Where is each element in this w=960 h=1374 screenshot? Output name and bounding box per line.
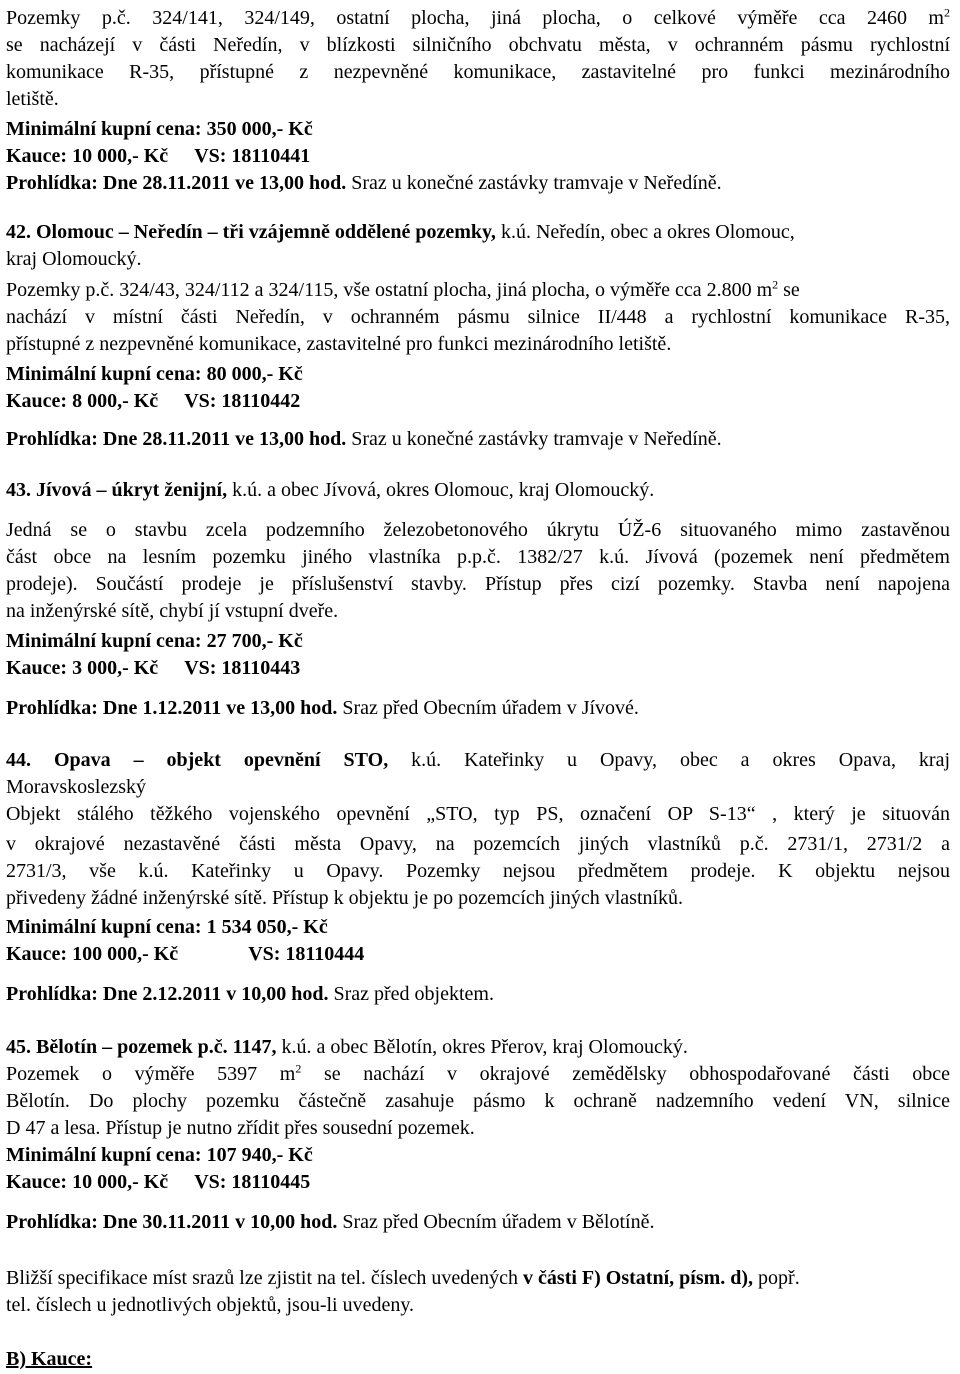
- intro-viewing: Prohlídka: Dne 28.11.2011 ve 13,00 hod.: [6, 172, 347, 194]
- item-43-title: 43. Jívová – úkryt ženijní,: [6, 479, 228, 501]
- item-43-location: k.ú. a obec Jívová, okres Olomouc, kraj Olomoucký.: [232, 479, 655, 501]
- item-42-viewing: Prohlídka: Dne 28.11.2011 ve 13,00 hod.: [6, 428, 347, 450]
- intro-line-4: letiště.: [6, 88, 59, 110]
- footer-section-reference: v části F) Ostatní, písm. d),: [523, 1267, 754, 1289]
- item-43-line-4: na inženýrské sítě, chybí jí vstupní dveře.: [6, 600, 339, 622]
- intro-deposit: Kauce: 10 000,- Kč: [6, 145, 169, 167]
- item-43-line-2: část obce na lesním pozemku jiného vlastníka p.p.č. 1382/27 k.ú. Jívová (pozemek není předmětem: [6, 546, 950, 568]
- item-45-line-3: D 47 a lesa. Přístup je nutno zřídit přes sousední pozemek.: [6, 1117, 475, 1139]
- item-42-line-3: přístupné z nezpevněné komunikace, zastavitelné pro funkci mezinárodního letiště.: [6, 333, 672, 355]
- item-42-line-1: Pozemky p.č. 324/43, 324/112 a 324/115, vše ostatní plocha, jiná plocha, o výměře cca 2.800 $m^2$ se: [6, 277, 800, 301]
- item-42-meeting: Sraz u konečné zastávky tramvaje v Neředíně.: [351, 428, 722, 450]
- item-43-deposit-row: [6, 655, 300, 682]
- item-43-meeting: Sraz před Obecním úřadem v Jívové.: [342, 697, 639, 719]
- item-42-deposit: Kauce: 8 000,- Kč: [6, 390, 159, 412]
- item-45-line-2: Bělotín. Do plochy pozemku částečně zasahuje pásmo k ochraně nadzemního vedení VN, silnice: [6, 1090, 950, 1112]
- item-44-vs: VS: 18110444: [248, 943, 365, 965]
- item-44-viewing-row: [6, 981, 494, 1008]
- intro-vs: VS: 18110441: [194, 145, 311, 167]
- item-42-viewing-row: [6, 426, 722, 453]
- item-45-meeting: Sraz před Obecním úřadem v Bělotíně.: [342, 1211, 655, 1233]
- item-44-location-line-2: Moravskoslezský: [6, 776, 146, 798]
- item-45-title: 45. Bělotín – pozemek p.č. 1147,: [6, 1036, 277, 1058]
- item-43-heading: [6, 477, 654, 504]
- section-heading-kauce: B) Kauce:: [6, 1348, 93, 1370]
- item-44-deposit-row: [6, 941, 364, 968]
- item-42-location: k.ú. Neředín, obec a okres Olomouc,: [500, 221, 795, 243]
- intro-line-1: Pozemky p.č. 324/141, 324/149, ostatní plocha, jiná plocha, o celkové výměře cca 2460 $m^2$: [6, 5, 950, 29]
- item-44-viewing: Prohlídka: Dne 2.12.2011 v 10,00 hod.: [6, 983, 329, 1005]
- item-43-min-price: Minimální kupní cena: 27 700,- Kč: [6, 630, 303, 652]
- item-45-viewing: Prohlídka: Dne 30.11.2011 v 10,00 hod.: [6, 1211, 338, 1233]
- item-45-heading: [6, 1034, 688, 1061]
- item-44-meeting: Sraz před objektem.: [333, 983, 494, 1005]
- item-43-viewing: Prohlídka: Dne 1.12.2011 ve 13,00 hod.: [6, 697, 338, 719]
- intro-viewing-row: [6, 170, 722, 197]
- item-45-viewing-row: [6, 1209, 654, 1236]
- item-45-vs: VS: 18110445: [194, 1171, 311, 1193]
- intro-line-2: se nacházejí v části Neředín, v blízkosti silničního obchvatu města, v ochranném pásmu rychlostní: [6, 34, 950, 56]
- intro-meeting: Sraz u konečné zastávky tramvaje v Neředíně.: [351, 172, 722, 194]
- item-44-title: 44. Opava – objekt opevnění STO,: [6, 749, 389, 771]
- item-43-deposit: Kauce: 3 000,- Kč: [6, 657, 159, 679]
- item-44-line-3: 2731/3, vše k.ú. Kateřinky u Opavy. Pozemky nejsou předmětem prodeje. K objektu nejsou: [6, 860, 950, 882]
- item-45-deposit-row: [6, 1169, 310, 1196]
- item-43-viewing-row: [6, 695, 639, 722]
- footer-line-2: tel. číslech u jednotlivých objektů, jsou-li uvedeny.: [6, 1294, 415, 1316]
- item-44-line-1: Objekt stálého těžkého vojenského opevnění „STO, typ PS, označení OP S-13“ , který je situován: [6, 803, 950, 825]
- item-45-line-1: Pozemek o výměře 5397 $m^2$ se nachází v okrajové zemědělsky obhospodařované části obce: [6, 1061, 951, 1085]
- intro-line-3: komunikace R-35, přístupné z nezpevněné komunikace, zastavitelné pro funkci mezinárodního: [6, 61, 950, 83]
- item-42-min-price: Minimální kupní cena: 80 000,- Kč: [6, 363, 303, 385]
- item-42-deposit-row: [6, 388, 300, 415]
- item-42-vs: VS: 18110442: [184, 390, 301, 412]
- item-44-min-price: Minimální kupní cena: 1 534 050,- Kč: [6, 916, 328, 938]
- item-44-line-4: přivedeny žádné inženýrské sítě. Přístup k objektu je po pozemcích jiných vlastníků.: [6, 887, 684, 909]
- item-42-heading: [6, 219, 795, 246]
- item-42-line-2: nachází v místní části Neředín, v ochranném pásmu silnice II/448 a rychlostní komunikace R-35,: [6, 306, 950, 328]
- item-42-title: 42. Olomouc – Neředín – tři vzájemně oddělené pozemky,: [6, 221, 496, 243]
- item-44-line-2: v okrajové nezastavěné části města Opavy, na pozemcích jiných vlastníků p.č. 2731/1, 2731/2 a: [6, 833, 950, 855]
- item-42-location-line-2: kraj Olomoucký.: [6, 248, 142, 270]
- item-44-heading: [6, 747, 950, 774]
- footer-line-1: Bližší specifikace míst srazů lze zjistit na tel. číslech uvedených v části F) Ostatní, písm. d), popř.: [6, 1267, 800, 1289]
- item-44-location: k.ú. Kateřinky u Opavy, obec a okres Opava, kraj: [411, 749, 951, 771]
- item-43-vs: VS: 18110443: [184, 657, 301, 679]
- intro-min-price: Minimální kupní cena: 350 000,- Kč: [6, 118, 313, 140]
- item-45-min-price: Minimální kupní cena: 107 940,- Kč: [6, 1144, 313, 1166]
- item-45-deposit: Kauce: 10 000,- Kč: [6, 1171, 169, 1193]
- item-43-line-3: prodeje). Součástí prodeje je příslušenství stavby. Přístup přes cizí pozemky. Stavba není napojena: [6, 573, 950, 595]
- intro-deposit-row: [6, 143, 310, 170]
- item-43-line-1: Jedná se o stavbu zcela podzemního železobetonového úkrytu ÚŽ-6 situovaného mimo zastavěnou: [6, 519, 950, 541]
- item-45-location: k.ú. a obec Bělotín, okres Přerov, kraj Olomoucký.: [281, 1036, 688, 1058]
- item-44-deposit: Kauce: 100 000,- Kč: [6, 943, 179, 965]
